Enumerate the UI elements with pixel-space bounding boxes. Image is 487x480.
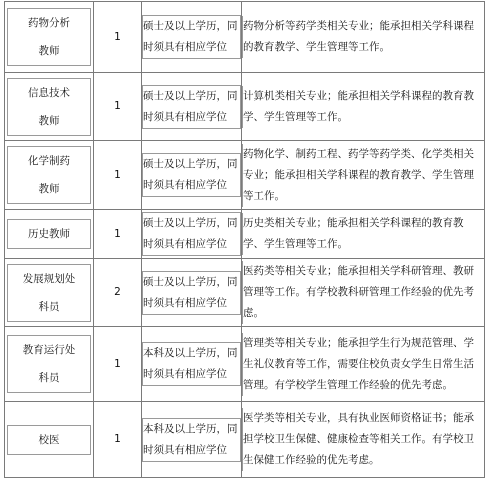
education-text: 硕士及以上学历，同时须具有相应学位: [142, 153, 241, 197]
requirement-text: 医学类等相关专业，具有执业医师资格证书；能承担学校卫生保健、健康检查等相关工作。有学校卫生保健工作经验的优先考虑。: [242, 408, 484, 471]
count-cell: 1: [94, 141, 142, 210]
requirement-cell: [242, 73, 485, 141]
post-name: 药物分析: [28, 17, 70, 29]
requirement-text: 医药类等相关专业；能承担相关学科研管理、教研管理等工作。有学校教科研管理工作经验的优先考虑。: [242, 261, 484, 324]
post-cell: [5, 2, 94, 73]
post-cell: [5, 73, 94, 141]
post-name-suffix: 教师: [38, 183, 60, 195]
education-text: 本科及以上学历，同时须具有相应学位: [142, 418, 241, 462]
education-text: 硕士及以上学历，同时须具有相应学位: [142, 85, 241, 129]
table-row: [5, 73, 485, 141]
requirement-text: 药物分析等药学类相关专业；能承担相关学科课程的教育教学、学生管理等工作。: [242, 16, 484, 58]
table-row: [5, 141, 485, 210]
requirement-cell: [242, 141, 485, 210]
education-text: 硕士及以上学历，同时须具有相应学位: [142, 15, 241, 59]
table-row: [5, 2, 485, 73]
count-cell: 1: [94, 402, 142, 478]
requirement-text: 管理类等相关专业；能承担学生行为规范管理、学生礼仪教育等工作，需要住校负责女学生日常生活管理。有学校学生管理工作经验的优先考虑。: [242, 333, 484, 396]
count-cell: 1: [94, 2, 142, 73]
post-name: 教育运行处: [22, 344, 76, 356]
post-cell: [5, 402, 94, 478]
post-cell: [5, 141, 94, 210]
post-name: 信息技术: [28, 86, 70, 99]
requirement-cell: [242, 210, 485, 259]
count-cell: 1: [94, 210, 142, 259]
table-row: [5, 259, 485, 327]
post-name: 历史教师: [28, 228, 70, 240]
post-cell: [5, 210, 94, 259]
post-cell: [5, 327, 94, 402]
education-cell: [142, 327, 242, 402]
post-name-suffix: 教师: [38, 45, 60, 57]
post-name-suffix: 科员: [38, 372, 60, 384]
post-name: 发展规划处: [22, 272, 76, 285]
education-cell: [142, 73, 242, 141]
requirement-cell: [242, 2, 485, 73]
requirement-text: 历史类相关专业；能承担相关学科课程的教育教学、学生管理等工作。: [242, 213, 484, 255]
post-name-suffix: 科员: [38, 300, 60, 313]
education-text: 本科及以上学历，同时须具有相应学位: [142, 342, 241, 386]
education-cell: [142, 210, 242, 259]
requirement-text: 药物化学、制药工程、药学等药学类、化学类相关专业；能承担相关学科课程的教育教学、学生管理等工作。: [242, 144, 484, 207]
education-text: 硕士及以上学历，同时须具有相应学位: [142, 212, 241, 256]
education-cell: [142, 2, 242, 73]
count-cell: 1: [94, 73, 142, 141]
post-name: 校医: [38, 433, 60, 446]
count-cell: 1: [94, 327, 142, 402]
post-name-suffix: 教师: [38, 114, 60, 127]
recruitment-table: [4, 1, 485, 478]
table-row: [5, 327, 485, 402]
requirement-text: 计算机类相关专业；能承担相关学科课程的教育教学、学生管理等工作。: [242, 86, 484, 128]
education-cell: [142, 259, 242, 327]
count-cell: 2: [94, 259, 142, 327]
requirement-cell: [242, 327, 485, 402]
post-name: 化学制药: [28, 155, 70, 167]
requirement-cell: [242, 402, 485, 478]
education-cell: [142, 141, 242, 210]
table-row: [5, 210, 485, 259]
education-cell: [142, 402, 242, 478]
table-row: [5, 402, 485, 478]
requirement-cell: [242, 259, 485, 327]
education-text: 硕士及以上学历，同时须具有相应学位: [142, 271, 241, 315]
post-cell: [5, 259, 94, 327]
